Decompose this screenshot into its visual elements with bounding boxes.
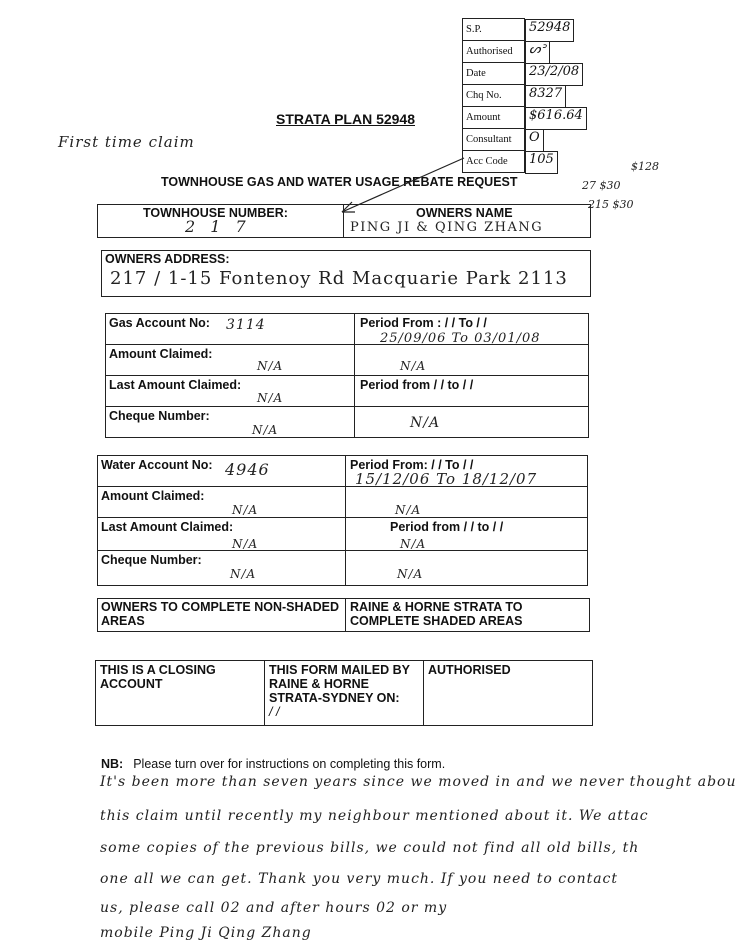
water-cheque-field[interactable]: N/A <box>230 567 257 581</box>
stamp-row <box>463 151 627 173</box>
water-last-amount-label: Last Amount Claimed: <box>101 520 234 534</box>
stamp-row <box>463 63 627 85</box>
gas-last-period-label: Period from / / to / / <box>360 378 474 392</box>
stamp-label: Amount <box>463 107 525 129</box>
townhouse-number-label: TOWNHOUSE NUMBER: <box>143 206 288 220</box>
closing-account-table <box>95 660 593 726</box>
stamp-value: $616.64 <box>525 107 587 130</box>
water-account-label: Water Account No: <box>101 458 213 472</box>
handwritten-note-line: mobile Ping Ji Qing Zhang <box>100 925 312 941</box>
water-cheque-right-field[interactable]: N/A <box>397 567 424 581</box>
stamp-value: ᔕᐣ <box>525 41 550 64</box>
gas-account-field[interactable]: 3114 <box>226 317 266 333</box>
owners-name-field[interactable]: PING JI & QING ZHANG <box>350 220 544 235</box>
shading-note-divider <box>345 598 346 632</box>
stamp-value: 52948 <box>525 19 574 42</box>
townhouse-number-field[interactable]: 2 1 7 <box>185 217 251 236</box>
gas-last-amount-label: Last Amount Claimed: <box>109 378 242 392</box>
gas-row-divider <box>105 406 589 407</box>
water-amount-field[interactable]: N/A <box>232 503 259 517</box>
stamp-side-note: 27 $30 <box>582 179 621 192</box>
nb-text: Please turn over for instructions on completing this form. <box>133 757 446 771</box>
stamp-value: 8327 <box>525 85 566 108</box>
owners-complete-note: OWNERS TO COMPLETE NON-SHADED AREAS <box>101 600 339 628</box>
nb-instruction <box>101 757 445 771</box>
owners-address-field[interactable]: 217 / 1-15 Fontenoy Rd Macquarie Park 2113 <box>110 268 568 289</box>
water-period-label: Period From: / / To / / <box>350 458 474 472</box>
stamp-row <box>463 19 627 41</box>
water-account-field[interactable]: 4946 <box>225 460 270 479</box>
stamp-value: 105 <box>525 151 558 174</box>
water-last-amount-field[interactable]: N/A <box>232 537 259 551</box>
water-cheque-label: Cheque Number: <box>101 553 202 567</box>
stamp-label: Date <box>463 63 525 85</box>
stamp-label: Consultant <box>463 129 525 151</box>
mailed-on-date: / / <box>269 705 280 719</box>
stamp-row <box>463 107 627 129</box>
stamp-value: O <box>525 129 544 152</box>
owners-name-label: OWNERS NAME <box>416 206 513 220</box>
authorised-cell[interactable] <box>424 661 593 726</box>
stamp-value: 23/2/08 <box>525 63 583 86</box>
handwritten-note-line: one all we can get. Thank you very much. If you need to contact <box>100 871 619 887</box>
gas-cheque-right-field[interactable]: N/A <box>410 415 441 431</box>
water-row-divider <box>97 550 588 551</box>
gas-period-label: Period From : / / To / / <box>360 316 487 330</box>
closing-account-label: THIS IS A CLOSING ACCOUNT <box>100 663 216 691</box>
mailed-on-label: THIS FORM MAILED BY RAINE & HORNE STRATA-SYDNEY ON: <box>269 663 410 705</box>
stamp-row <box>463 85 627 107</box>
water-amount-label: Amount Claimed: <box>101 489 205 503</box>
document-subtitle: TOWNHOUSE GAS AND WATER USAGE REBATE REQUEST <box>161 175 518 189</box>
handwritten-note-line: It's been more than seven years since we moved in and we never thought abou <box>100 774 736 790</box>
water-column-divider <box>345 455 346 586</box>
mailed-on-cell[interactable] <box>265 661 424 726</box>
gas-amount-label: Amount Claimed: <box>109 347 213 361</box>
gas-column-divider <box>354 313 355 438</box>
nb-prefix: NB: <box>101 757 124 771</box>
gas-amount-field[interactable]: N/A <box>257 359 284 373</box>
stamp-row <box>463 41 627 63</box>
stamp-label: Authorised <box>463 41 525 63</box>
closing-account-cell[interactable] <box>96 661 265 726</box>
stamp-row <box>463 129 627 151</box>
gas-amount-right-field[interactable]: N/A <box>400 359 427 373</box>
stamp-side-note: $128 <box>631 160 659 173</box>
gas-row-divider <box>105 375 589 376</box>
document-title: STRATA PLAN 52948 <box>276 111 415 127</box>
first-time-claim-note: First time claim <box>58 133 195 151</box>
gas-period-field[interactable]: 25/09/06 To 03/01/08 <box>380 331 541 346</box>
water-row-divider <box>97 517 588 518</box>
handwritten-note-line: some copies of the previous bills, we could not find all old bills, th <box>100 840 640 856</box>
office-use-stamp <box>462 18 627 173</box>
handwritten-note-line: us, please call 02 and after hours 02 or my <box>100 900 448 916</box>
stamp-label: Chq No. <box>463 85 525 107</box>
gas-account-label: Gas Account No: <box>109 316 210 330</box>
gas-last-amount-field[interactable]: N/A <box>257 391 284 405</box>
water-amount-right-field[interactable]: N/A <box>395 503 422 517</box>
owners-address-label: OWNERS ADDRESS: <box>105 252 230 266</box>
stamp-label: S.P. <box>463 19 525 41</box>
raine-horne-complete-note: RAINE & HORNE STRATA TO COMPLETE SHADED AREAS <box>350 600 523 628</box>
water-period-field[interactable]: 15/12/06 To 18/12/07 <box>355 470 538 488</box>
water-last-period-label: Period from / / to / / <box>390 520 504 534</box>
gas-cheque-field[interactable]: N/A <box>252 423 279 437</box>
authorised-label: AUTHORISED <box>428 663 511 677</box>
stamp-side-note: 215 $30 <box>588 198 634 211</box>
stamp-label: Acc Code <box>463 151 525 173</box>
gas-cheque-label: Cheque Number: <box>109 409 210 423</box>
water-last-period-field[interactable]: N/A <box>400 537 427 551</box>
handwritten-note-line: this claim until recently my neighbour mentioned about it. We attac <box>100 808 649 824</box>
